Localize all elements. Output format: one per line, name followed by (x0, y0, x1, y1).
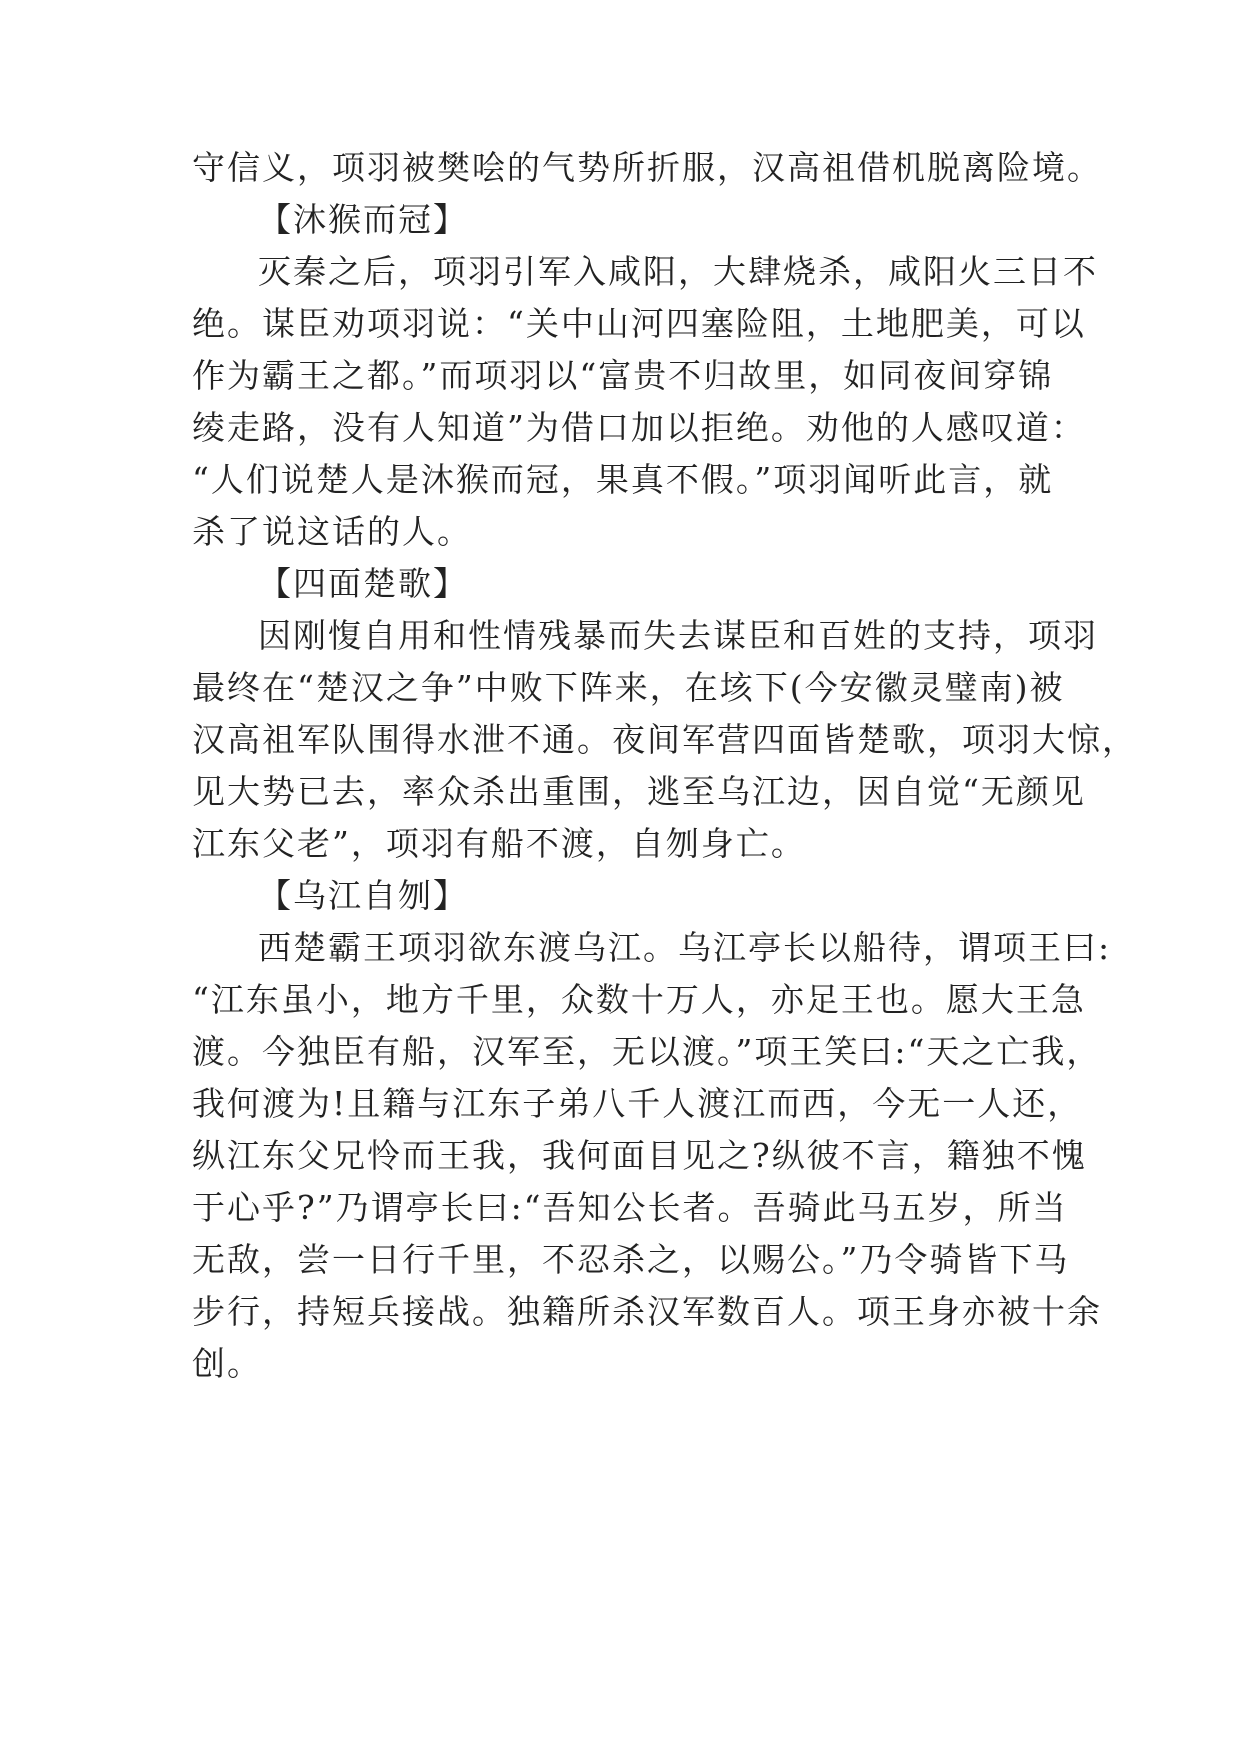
paragraph-line: 纵江东父兄怜而王我，我何面目见之?纵彼不言，籍独不愧 (192, 1136, 1087, 1175)
paragraph-line: 作为霸王之都。”而项羽以“富贵不归故里，如同夜间穿锦 (192, 356, 1054, 395)
paragraph-line: 于心乎?”乃谓亭长曰:“吾知公长者。吾骑此马五岁，所当 (192, 1188, 1068, 1227)
section-heading: 【四面楚歌】 (258, 564, 468, 603)
paragraph-line: 西楚霸王项羽欲东渡乌江。乌江亭长以船待，谓项王曰: (258, 928, 1112, 967)
paragraph-line: 守信义，项羽被樊哙的气势所折服，汉高祖借机脱离险境。 (192, 148, 1102, 187)
paragraph-line: 渡。今独臣有船，汉军至，无以渡。”项王笑曰:“天之亡我， (192, 1032, 1102, 1071)
paragraph-line: 绫走路，没有人知道”为借口加以拒绝。劝他的人感叹道： (192, 408, 1086, 447)
paragraph-line: 步行，持短兵接战。独籍所杀汉军数百人。项王身亦被十余 (192, 1292, 1102, 1331)
section-heading: 【乌江自刎】 (258, 876, 468, 915)
paragraph-line: 见大势已去，率众杀出重围，逃至乌江边，因自觉“无颜见 (192, 772, 1086, 811)
paragraph-line: 汉高祖军队围得水泄不通。夜间军营四面皆楚歌，项羽大惊， (192, 720, 1137, 759)
paragraph-line: “人们说楚人是沐猴而冠，果真不假。”项羽闻听此言，就 (192, 460, 1054, 499)
paragraph-line: 江东父老”，项羽有船不渡，自刎身亡。 (192, 824, 806, 863)
paragraph-line: 我何渡为!且籍与江东子弟八千人渡江而西，今无一人还， (192, 1084, 1083, 1123)
paragraph-line: 灭秦之后，项羽引军入咸阳，大肆烧杀，咸阳火三日不 (258, 252, 1098, 291)
paragraph-line: 最终在“楚汉之争”中败下阵来，在垓下(今安徽灵璧南)被 (192, 668, 1065, 707)
paragraph-line: 绝。谋臣劝项羽说：“关中山河四塞险阻，土地肥美，可以 (192, 304, 1086, 343)
section-heading: 【沐猴而冠】 (258, 200, 468, 239)
paragraph-line: “江东虽小，地方千里，众数十万人，亦足王也。愿大王急 (192, 980, 1086, 1019)
paragraph-line: 杀了说这话的人。 (192, 512, 472, 551)
paragraph-line: 无敌，尝一日行千里，不忍杀之，以赐公。”乃令骑皆下马 (192, 1240, 1070, 1279)
paragraph-line: 因刚愎自用和性情残暴而失去谋臣和百姓的支持，项羽 (258, 616, 1098, 655)
paragraph-line: 创。 (192, 1344, 262, 1383)
